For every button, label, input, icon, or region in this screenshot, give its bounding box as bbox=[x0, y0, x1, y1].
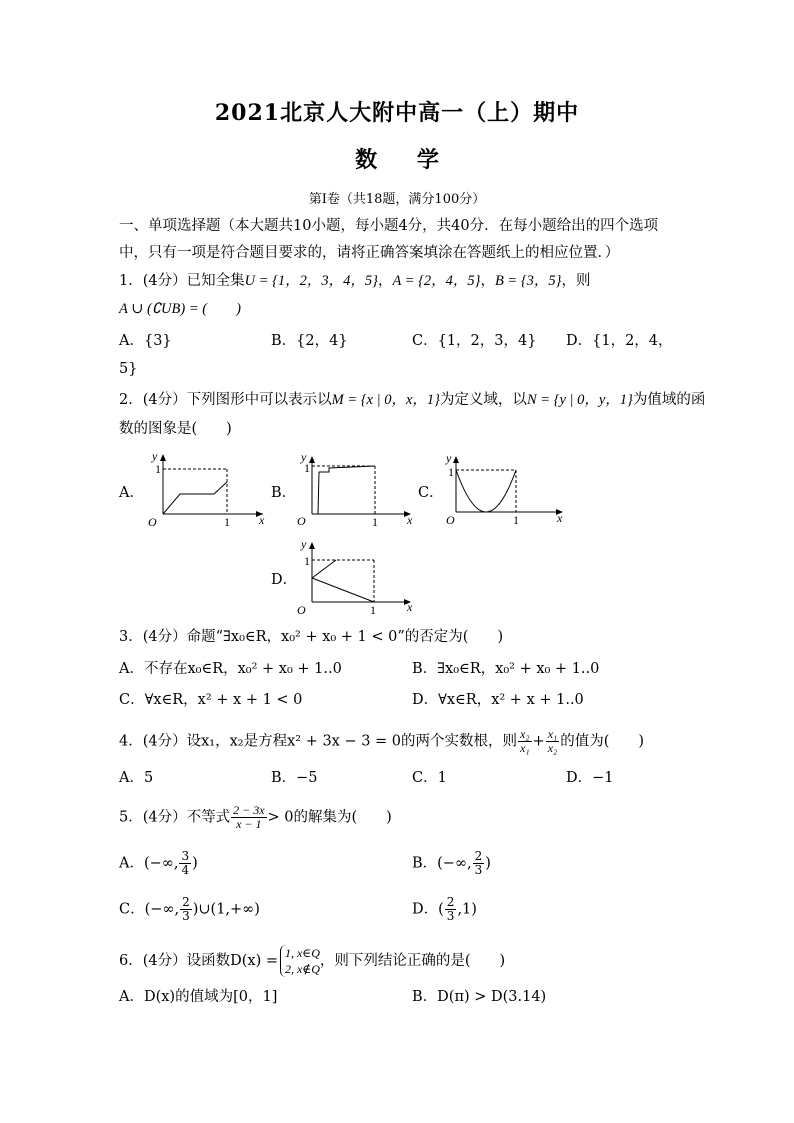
q5-a-num: 3 bbox=[181, 849, 190, 863]
q2-option-d[interactable]: D． bbox=[271, 572, 298, 588]
q5-option-a[interactable] bbox=[119, 850, 198, 877]
function-curve bbox=[312, 466, 375, 514]
q5-a-post: ) bbox=[192, 855, 198, 872]
section-intro-line2: 中，只有一项是符合题目要求的，请将正确答案填涂在答题纸上的相应位置．） bbox=[119, 245, 620, 261]
q6-case-2: 2, x∉Q bbox=[284, 962, 320, 976]
q1-set-b: B = {3，5} bbox=[494, 273, 562, 289]
y-tick-1: 1 bbox=[304, 461, 310, 475]
q5-b-pre: B．(−∞, bbox=[412, 855, 472, 872]
q5-b-den: 3 bbox=[474, 863, 483, 877]
q4-fraction-2 bbox=[546, 728, 560, 755]
q1-set-a: A = {2，4，5} bbox=[392, 273, 481, 289]
q5-a-frac bbox=[179, 850, 191, 877]
question-1-stem: 1．(4分）已知全集U = {1，2，3，4，5}，A = {2，4，5}，B = {3，5}，则 bbox=[119, 273, 591, 289]
question-3-stem: 3．(4分）命题“∃x₀∈R，x₀² + x₀ + 1 < 0”的否定为( ) bbox=[119, 629, 504, 645]
q4-option-c[interactable]: C．1 bbox=[412, 770, 447, 786]
q1-stem-end: ，则 bbox=[561, 273, 591, 289]
q1-option-d[interactable]: D．{1，2，4， bbox=[566, 333, 673, 349]
q5-d-num: 2 bbox=[446, 895, 455, 909]
q6-stem-end: ，则下列结论正确的是( ) bbox=[319, 953, 506, 969]
q2-graph-a bbox=[145, 450, 270, 528]
question-2-stem bbox=[119, 390, 705, 410]
q2-set-n: N = {y | 0，y，1} bbox=[526, 392, 633, 408]
q2-stem-end: 为值域的函 bbox=[632, 392, 706, 408]
x-label: x bbox=[407, 600, 413, 614]
q6-option-a[interactable]: A．D(x)的值域为[0，1] bbox=[119, 989, 278, 1005]
q1-option-a[interactable]: A．{3} bbox=[119, 333, 172, 349]
q5-option-b[interactable] bbox=[412, 850, 491, 877]
q5-a-den: 4 bbox=[181, 863, 190, 877]
q6-stem-prefix: 6．(4分）设函数D(x) = bbox=[119, 953, 278, 969]
q5-frac-num: 2 − 3x bbox=[233, 803, 265, 817]
q2-graph-d bbox=[290, 538, 415, 616]
q3-option-b[interactable]: B．∃x₀∈R，x₀² + x₀ + 1..0 bbox=[412, 661, 600, 677]
x-label: x bbox=[557, 511, 563, 525]
q5-c-pre: C．(−∞, bbox=[119, 901, 180, 918]
question-6-stem bbox=[119, 945, 505, 977]
subject-title: 数 学 bbox=[355, 147, 439, 173]
q4-frac2-den: x₂ bbox=[547, 741, 558, 755]
q4-frac1-num: x₂ bbox=[520, 727, 530, 741]
q5-a-pre: A．(−∞, bbox=[119, 855, 179, 872]
q6-piecewise bbox=[280, 945, 320, 977]
question-2-stem-line2: 数的图象是( ) bbox=[119, 421, 232, 437]
question-4-stem: 4．(4分）设x₁，x₂是方程x² + 3x − 3 = 0的两个实数根，则 $\frac{\text{x₂}}{\text{x₁}}$ + $\frac{\text{x₁}}{\text{x₂}}$ 的值为( ) bbox=[119, 727, 645, 755]
y-tick-1: 1 bbox=[448, 465, 454, 479]
q5-b-num: 2 bbox=[474, 849, 483, 863]
q4-frac2-num: x₁ bbox=[547, 727, 558, 741]
q5-stem-end: > 0的解集为( ) bbox=[267, 809, 392, 826]
q5-d-post: ,1) bbox=[457, 901, 477, 918]
origin-label: O bbox=[297, 514, 306, 528]
q2-option-a[interactable]: A． bbox=[119, 485, 144, 501]
q6-option-b[interactable]: B．D(π) > D(3.14) bbox=[412, 989, 547, 1005]
origin-label: O bbox=[446, 513, 455, 527]
x-tick-1: 1 bbox=[370, 603, 376, 616]
volume-info: 第Ⅰ卷（共18题，满分100分） bbox=[308, 192, 486, 207]
x-tick-1: 1 bbox=[513, 513, 519, 527]
q3-option-c[interactable]: C．∀x∈R，x² + x + 1 < 0 bbox=[119, 692, 303, 708]
q4-fraction-1 bbox=[518, 728, 532, 755]
page-title: 2021北京人大附中高一（上）期中 bbox=[214, 100, 580, 126]
q4-frac1-den: x₁ bbox=[520, 741, 530, 755]
origin-label: O bbox=[148, 515, 157, 528]
y-axis-arrow bbox=[309, 542, 315, 549]
q1-option-c[interactable]: C．{1，2，3，4} bbox=[412, 333, 537, 349]
q1-option-d-cont: 5} bbox=[119, 361, 138, 377]
x-tick-1: 1 bbox=[372, 515, 378, 528]
y-axis-arrow bbox=[160, 454, 166, 461]
q5-fraction bbox=[231, 804, 266, 831]
q5-option-d[interactable] bbox=[412, 896, 477, 923]
q2-set-m: M = {x | 0，x，1} bbox=[331, 392, 440, 408]
q1-option-b[interactable]: B．{2，4} bbox=[271, 333, 348, 349]
function-curve bbox=[163, 482, 227, 514]
function-curve-upper bbox=[312, 560, 336, 578]
y-label: y bbox=[152, 450, 158, 463]
q5-stem-prefix: 5．(4分）不等式 bbox=[119, 809, 231, 826]
q4-option-d[interactable]: D．−1 bbox=[566, 770, 614, 786]
x-tick-1: 1 bbox=[224, 515, 230, 528]
q5-c-den: 3 bbox=[182, 909, 190, 923]
y-tick-1: 1 bbox=[304, 554, 310, 568]
q4-option-b[interactable]: B．−5 bbox=[271, 770, 318, 786]
q3-option-a[interactable]: A．不存在x₀∈R，x₀² + x₀ + 1..0 bbox=[119, 661, 342, 677]
q5-frac-den: x − 1 bbox=[236, 817, 262, 831]
y-tick-1: 1 bbox=[155, 462, 161, 476]
q5-d-frac bbox=[445, 896, 457, 923]
q2-stem-mid: 为定义域，以 bbox=[439, 392, 527, 408]
q2-graph-c bbox=[440, 452, 570, 528]
q5-option-c[interactable] bbox=[119, 896, 260, 923]
q2-graph-b bbox=[290, 452, 415, 528]
q5-d-pre: D．( bbox=[412, 901, 444, 918]
function-curve bbox=[456, 470, 516, 512]
x-label: x bbox=[407, 513, 413, 527]
function-curve-lower bbox=[312, 578, 374, 602]
y-axis-arrow bbox=[453, 456, 459, 463]
y-label: y bbox=[301, 538, 307, 551]
q4-option-a[interactable]: A．5 bbox=[119, 770, 154, 786]
question-5-stem bbox=[119, 804, 392, 831]
q2-stem-prefix: 2．(4分）下列图形中可以表示以 bbox=[119, 392, 332, 408]
y-label: y bbox=[301, 452, 307, 464]
section-intro-line1: 一、单项选择题（本大题共10小题，每小题4分，共40分．在每小题给出的四个选项 bbox=[119, 218, 659, 234]
q5-c-num: 2 bbox=[182, 895, 190, 909]
q1-set-u: U = {1，2，3，4，5} bbox=[244, 273, 378, 289]
q2-option-c[interactable]: C． bbox=[418, 485, 444, 501]
y-label: y bbox=[446, 452, 452, 465]
q4-stem-prefix: 4．(4分）设x₁，x₂是方程x² + 3x − 3 = 0的两个实数根，则 bbox=[119, 733, 518, 750]
q1-expression: A ∪ (∁UB) = ( ) bbox=[119, 301, 241, 317]
q5-b-post: ) bbox=[485, 855, 491, 872]
q5-b-frac bbox=[473, 850, 485, 877]
q5-c-post: )∪(1,+∞) bbox=[192, 901, 260, 918]
q5-d-den: 3 bbox=[446, 909, 455, 923]
q4-stem-end: 的值为( ) bbox=[560, 733, 645, 750]
q2-option-b[interactable]: B． bbox=[271, 485, 297, 501]
q5-c-frac bbox=[180, 896, 192, 923]
origin-label: O bbox=[297, 603, 306, 616]
q3-option-d[interactable]: D．∀x∈R，x² + x + 1..0 bbox=[412, 692, 584, 708]
q6-case-1: 1, x∈Q bbox=[284, 946, 320, 960]
x-label: x bbox=[259, 513, 265, 527]
q1-stem-prefix: 1．(4分）已知全集 bbox=[119, 273, 245, 289]
